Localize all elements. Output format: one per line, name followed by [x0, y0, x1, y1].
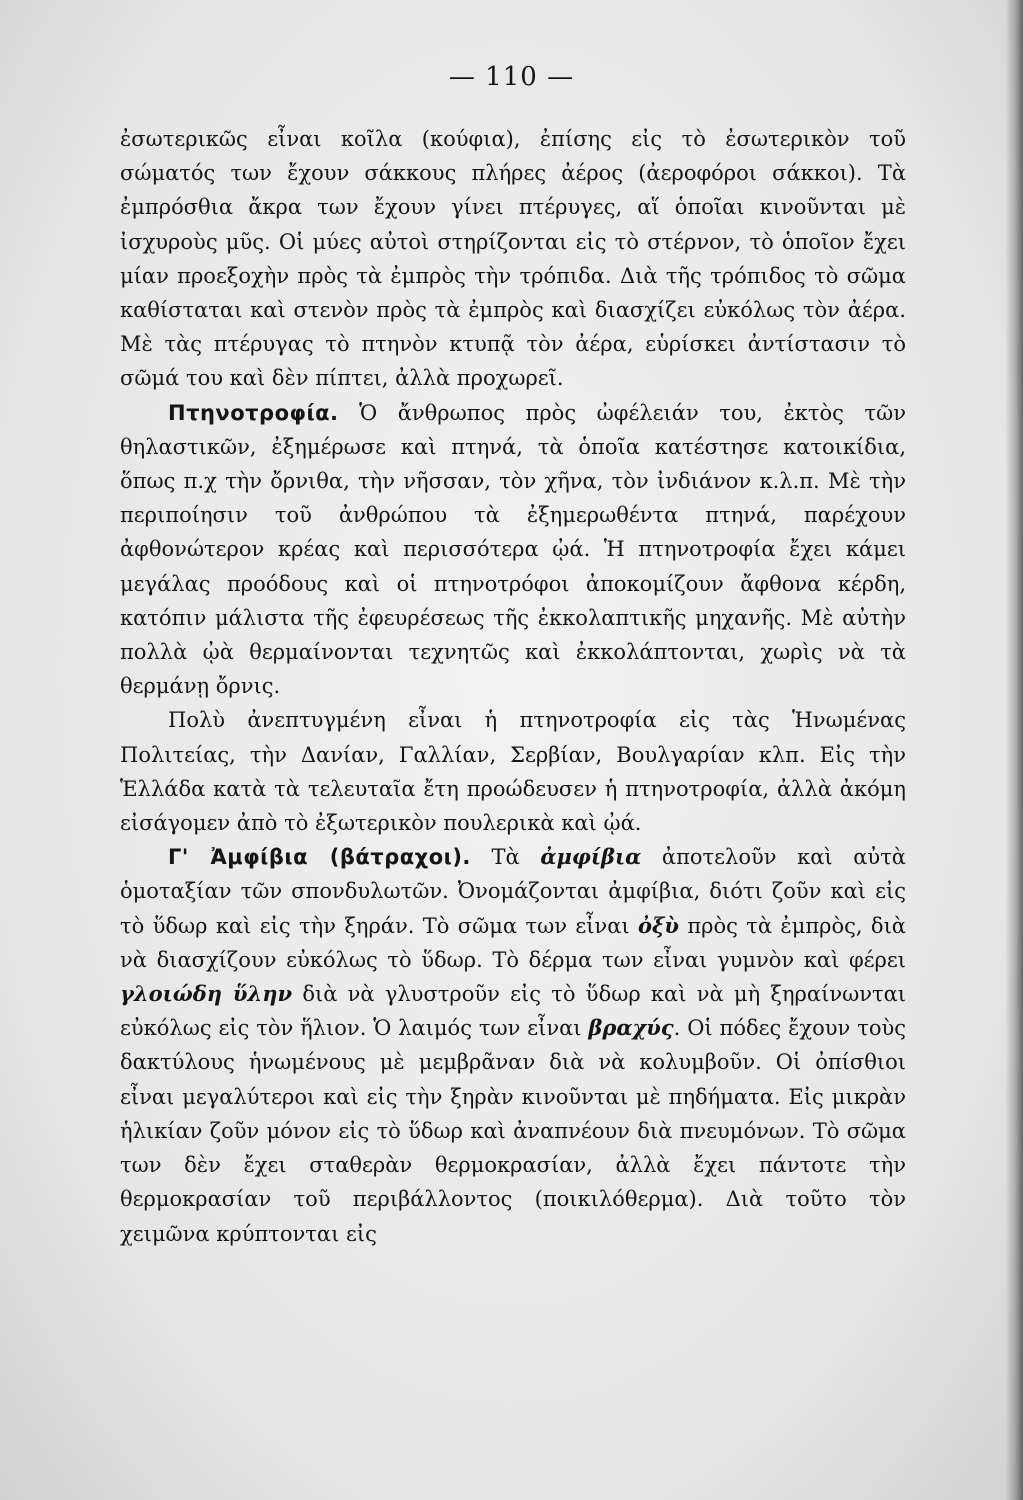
text-segment: πρὸς τὰ ἐμπρὸς, διὰ νὰ διασχίζουν εὐκόλως τὸ ὕδωρ. Τὸ δέρμα των εἶναι γυμνὸν καὶ φέρει: [120, 913, 906, 972]
paragraph-amphibians: [120, 840, 906, 1250]
text-segment: Τὰ: [470, 845, 541, 870]
page-number: — 110 —: [448, 62, 575, 92]
section-heading-poultry: Πτηνοτροφία.: [168, 400, 339, 425]
body-text: [120, 122, 906, 1251]
emphasis-term: γλοιώδη ὕλην: [120, 981, 293, 1007]
paragraph-poultry-countries: [120, 703, 906, 840]
text-segment: . Οἱ πόδες ἔχουν τοὺς δακτύλους ἡνωμένους μὲ μεμβρᾶναν διὰ νὰ κολυμβοῦν. Οἱ ὀπίσθιοι εἶναι μεγαλύτεροι καὶ εἰς τὴν ξηρὰν κινοῦνται μὲ πηδήματα. Εἰς μικρὰν ἡλικίαν ζοῦν μόνον εἰς τὸ ὕδωρ καὶ ἀναπνέουν διὰ πνευμόνων. Τὸ σῶμα των δὲν ἔχει σταθερὰν θερμοκρασίαν, ἀλλὰ ἔχει πάντοτε τὴν θερμοκρασίαν τοῦ περιβάλλοντος (ποικιλόθερμα). Διὰ τοῦτο τὸν χειμῶνα κρύπτονται εἰς: [120, 1016, 906, 1246]
emphasis-term: ὀξὺ: [637, 912, 679, 938]
text-segment: Ὁ ἄνθρωπος πρὸς ὠφέλειάν του, ἐκτὸς τῶν θηλαστικῶν, ἐξημέρωσε καὶ πτηνά, τὰ ὁποῖα κατέστησε κατοικίδια, ὅπως π.χ τὴν ὄρνιθα, τὴν νῆσσαν, τὸν χῆνα, τὸν ἰνδιάνον κ.λ.π. Μὲ τὴν περιποίησιν τοῦ ἀνθρώπου τὰ ἐξημερωθέντα πτηνά, παρέχουν ἀφθονώτερον κρέας καὶ περισσότερα ᾠά. Ἡ πτηνοτροφία ἔχει κάμει μεγάλας προόδους καὶ οἱ πτηνοτρόφοι ἀποκομίζουν ἄφθονα κέρδη, κατόπιν μάλιστα τῆς ἐφευρέσεως τῆς ἐκκολαπτικῆς μηχανῆς. Μὲ αὐτὴν πολλὰ ᾠὰ θερμαίνονται τεχνητῶς καὶ ἐκκολάπτονται, χωρὶς νὰ τὰ θερμάνῃ ὄρνις.: [120, 400, 906, 699]
text-segment: διὰ νὰ γλυστροῦν εἰς τὸ ὕδωρ καὶ νὰ μὴ ξηραίνωνται εὐκόλως εἰς τὸν ἥλιον. Ὁ λαιμός των εἶναι: [120, 982, 907, 1041]
text-segment: ἐσωτερικῶς εἶναι κοῖλα (κούφια), ἐπίσης εἰς τὸ ἐσωτερικὸν τοῦ σώματός των ἔχουν σάκκους πλήρες ἀέρος (ἀεροφόροι σάκκοι). Τὰ ἐμπρόσθια ἄκρα των ἔχουν γίνει πτέρυγες, αἵ ὁποῖαι κινοῦνται μὲ ἰσχυροὺς μῦς. Οἱ μύες αὐτοὶ στηρίζονται εἰς τὸ στέρνον, τὸ ὁποῖον ἔχει μίαν προεξοχὴν πρὸς τὰ ἐμπρὸς τὴν τρόπιδα. Διὰ τῆς τρόπιδος τὸ σῶμα καθίσταται καὶ στενὸν πρὸς τὰ ἐμπρὸς καὶ διασχίζει εὐκόλως τὸν ἀέρα. Μὲ τὰς πτέρυγας τὸ πτηνὸν κτυπᾷ τὸν ἀέρα, εὑρίσκει ἀντίστασιν τὸ σῶμά του καὶ δὲν πίπτει, ἀλλὰ προχωρεῖ.: [120, 127, 906, 391]
text-segment: ἀποτελοῦν καὶ αὐτὰ ὁμοταξίαν τῶν σπονδυλωτῶν. Ὀνομάζονται ἀμφίβια, διότι ζοῦν καὶ εἰς τὸ ὕδωρ καὶ εἰς τὴν ξηράν. Τὸ σῶμα των εἶναι: [120, 845, 906, 938]
emphasis-term: ἀμφίβια: [540, 844, 642, 870]
emphasis-term: βραχύς: [588, 1015, 674, 1041]
page-spine-shadow: [1005, 0, 1023, 1500]
text-segment: Πολὺ ἀνεπτυγμένη εἶναι ἡ πτηνοτροφία εἰς τὰς Ἡνωμένας Πολιτείας, τὴν Δανίαν, Γαλλίαν, Σερβίαν, Βουλγαρίαν κλπ. Εἰς τὴν Ἑλλάδα κατὰ τὰ τελευταῖα ἔτη προώδευσεν ἡ πτηνοτροφία, ἀλλὰ ἀκόμη εἰσάγομεν ἀπὸ τὸ ἐξωτερικὸν πουλερικὰ καὶ ᾠά.: [120, 708, 906, 836]
paragraph-poultry-farming: [120, 396, 906, 704]
paragraph-bird-anatomy: [120, 122, 906, 396]
section-heading-amphibians: Γ' Ἀμφίβια (βάτραχοι).: [168, 845, 471, 870]
